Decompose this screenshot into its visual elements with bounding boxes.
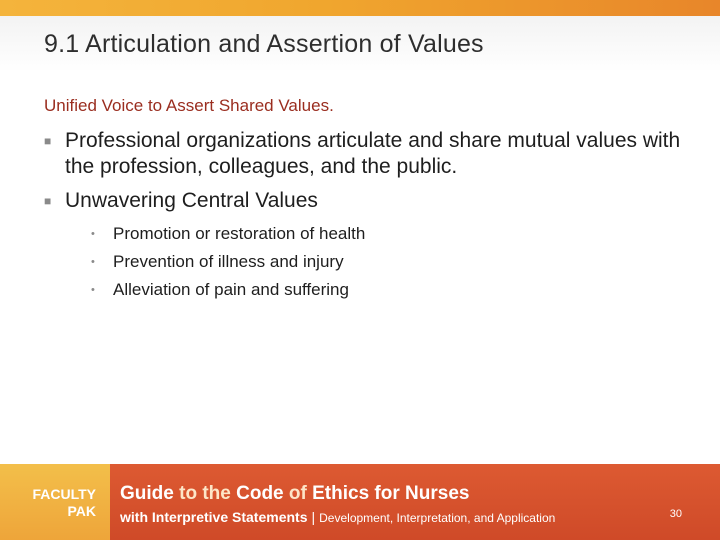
faculty-pak-logo [0,464,110,540]
sub-bullet-item [91,220,710,248]
ethics-words: Ethics for Nurses [312,483,470,504]
guide-connector: to the [173,483,237,504]
guide-subtitle [120,509,555,525]
guide-connector: of [283,483,313,504]
slide-title: 9.1 Articulation and Assertion of Values [44,30,484,58]
bullet-text: Professional organizations articulate and share mutual values with the profession, colleagues, and the public. [65,129,681,178]
footer-banner [0,464,720,540]
dot-bullet-icon: • [91,256,95,268]
interpretive-text: with Interpretive Statements [120,509,308,525]
square-bullet-icon: ■ [44,194,52,208]
sub-bullet-text: Alleviation of pain and suffering [113,280,349,299]
top-accent-bar [0,0,720,16]
slide-subtitle: Unified Voice to Assert Shared Values. [44,96,334,115]
sub-bullet-text: Promotion or restoration of health [113,224,366,243]
guide-word: Guide [120,483,174,504]
bullet-text: Unwavering Central Values [65,189,318,212]
sub-bullet-item [91,276,710,304]
sub-bullet-list [91,220,710,304]
bullet-item [44,128,684,180]
guide-title [120,483,469,505]
page-number: 30 [669,508,682,520]
sub-bullet-item [91,248,710,276]
footer-tagline: Development, Interpretation, and Application [319,511,556,525]
logo-pak-text: PAK [67,503,96,519]
code-word: Code [236,483,284,504]
dot-bullet-icon: • [91,228,95,240]
dot-bullet-icon: • [91,284,95,296]
sub-bullet-text: Prevention of illness and injury [113,252,344,271]
logo-faculty-text: FACULTY [32,486,96,502]
bullet-item [44,188,684,304]
footer-separator: | [311,509,316,525]
square-bullet-icon: ■ [44,134,52,148]
bullet-list [44,128,684,312]
